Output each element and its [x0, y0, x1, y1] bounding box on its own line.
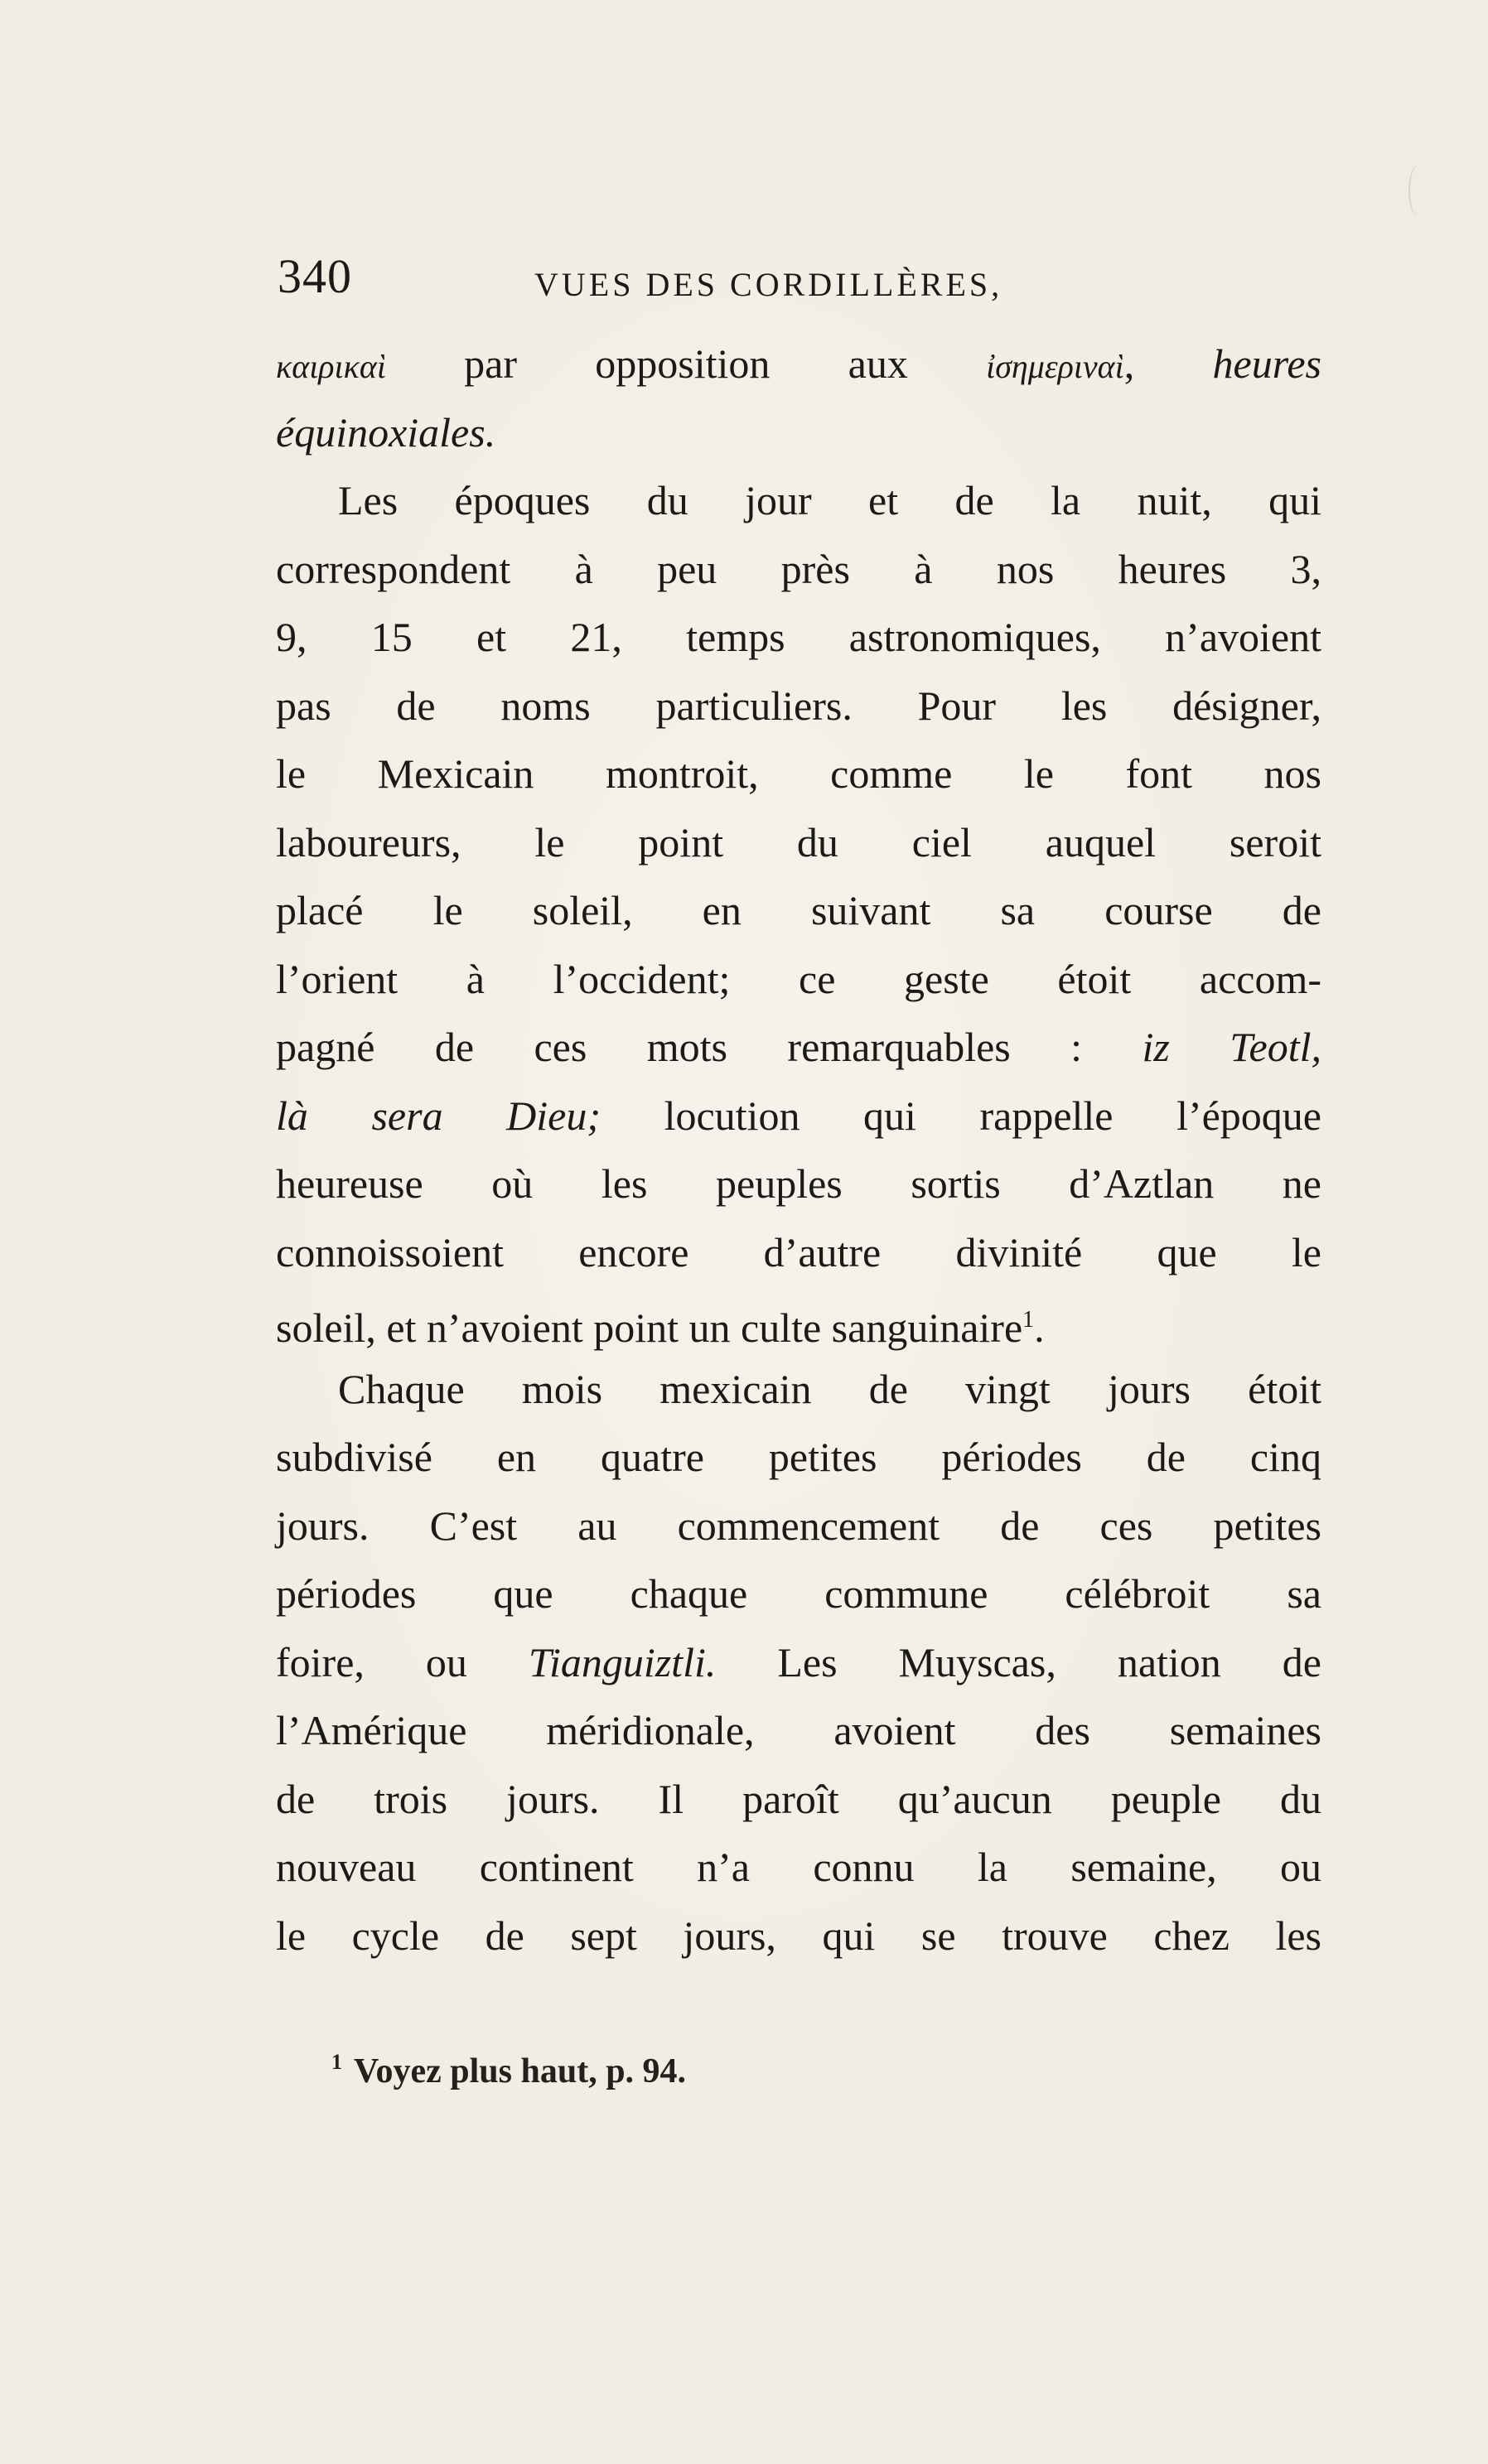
text-run: pagné de ces mots remarquables : [276, 1024, 1143, 1070]
text-run: 1 [1022, 1307, 1035, 1333]
text-run: l’Amérique méridionale, avoient des semaines [276, 1707, 1321, 1753]
text-line [276, 1902, 1321, 1970]
text-run: Les Muyscas, nation de [716, 1638, 1321, 1685]
text-line [276, 330, 1321, 398]
text-run: iz Teotl, [1142, 1024, 1321, 1070]
text-run: le cycle de sept jours, qui se trouve chez les [276, 1912, 1321, 1959]
text-line [276, 535, 1321, 604]
text-run: καιρικαὶ [276, 348, 386, 385]
text-run: jours. C’est au commencement de ces petites [276, 1502, 1321, 1549]
text-run: nouveau continent n’a connu la semaine, ou [276, 1844, 1321, 1890]
text-run: foire, ou [276, 1638, 529, 1685]
text-run: de trois jours. Il paroît qu’aucun peuple du [276, 1775, 1321, 1822]
text-line [276, 672, 1321, 740]
text-run: là sera Dieu; [276, 1092, 601, 1139]
text-line [276, 1286, 1321, 1355]
text-run: équinoxiales. [276, 408, 496, 456]
text-line [276, 1013, 1321, 1082]
text-run: , [1123, 340, 1213, 387]
footnote-mark: 1 [331, 2050, 342, 2074]
text-line [276, 1696, 1321, 1765]
footnote [331, 2050, 686, 2091]
text-run: l’orient à l’occident; ce geste étoit accom- [276, 955, 1321, 1002]
text-run: Tianguiztli. [528, 1638, 717, 1685]
text-line [276, 740, 1321, 808]
text-run: périodes que chaque commune célébroit sa [276, 1570, 1321, 1617]
text-run: Chaque mois mexicain de vingt jours étoit [338, 1365, 1321, 1412]
text-line [276, 1560, 1321, 1628]
text-line [276, 945, 1321, 1014]
page-header [278, 248, 1321, 323]
text-run: . [1034, 1304, 1045, 1351]
text-line [276, 1628, 1321, 1697]
text-run: 9, 15 et 21, temps astronomiques, n’avoient [276, 614, 1321, 660]
text-line [276, 1492, 1321, 1560]
text-line [276, 808, 1321, 877]
text-run: correspondent à peu près à nos heures 3, [276, 545, 1321, 592]
text-run: heures [1212, 340, 1321, 387]
text-line [276, 603, 1321, 672]
text-line [276, 1150, 1321, 1218]
body-text [276, 330, 1321, 1970]
text-line [276, 1833, 1321, 1902]
text-line [276, 1765, 1321, 1834]
text-line [276, 1218, 1321, 1287]
text-line [276, 466, 1321, 535]
text-run: Les époques du jour et de la nuit, qui [338, 477, 1321, 523]
text-line [276, 398, 1321, 467]
footnote-text: Voyez plus haut, p. 94. [354, 2052, 687, 2090]
text-line [276, 1423, 1321, 1492]
page-number: 340 [278, 249, 352, 303]
text-run: heureuse où les peuples sortis d’Aztlan ne [276, 1160, 1321, 1207]
text-line [276, 1355, 1321, 1424]
text-run: laboureurs, le point du ciel auquel seroit [276, 818, 1321, 866]
text-run: placé le soleil, en suivant sa course de [276, 887, 1321, 933]
text-line [276, 876, 1321, 945]
text-run: subdivisé en quatre petites périodes de cinq [276, 1434, 1321, 1480]
text-run: connoissoient encore d’autre divinité que le [276, 1228, 1321, 1275]
text-run: le Mexicain montroit, comme le font nos [276, 750, 1321, 797]
text-run: pas de noms particuliers. Pour les désigner, [276, 682, 1321, 729]
text-run: soleil, et n’avoient point un culte sanguinaire [276, 1304, 1023, 1351]
text-run: par opposition aux [385, 340, 987, 387]
text-run: ἰσημεριναὶ [986, 348, 1124, 385]
text-run: locution qui rappelle l’époque [601, 1092, 1321, 1139]
text-line [276, 1082, 1321, 1150]
paper-mark [1408, 166, 1427, 215]
running-title: VUES DES CORDILLÈRES, [534, 266, 1003, 303]
